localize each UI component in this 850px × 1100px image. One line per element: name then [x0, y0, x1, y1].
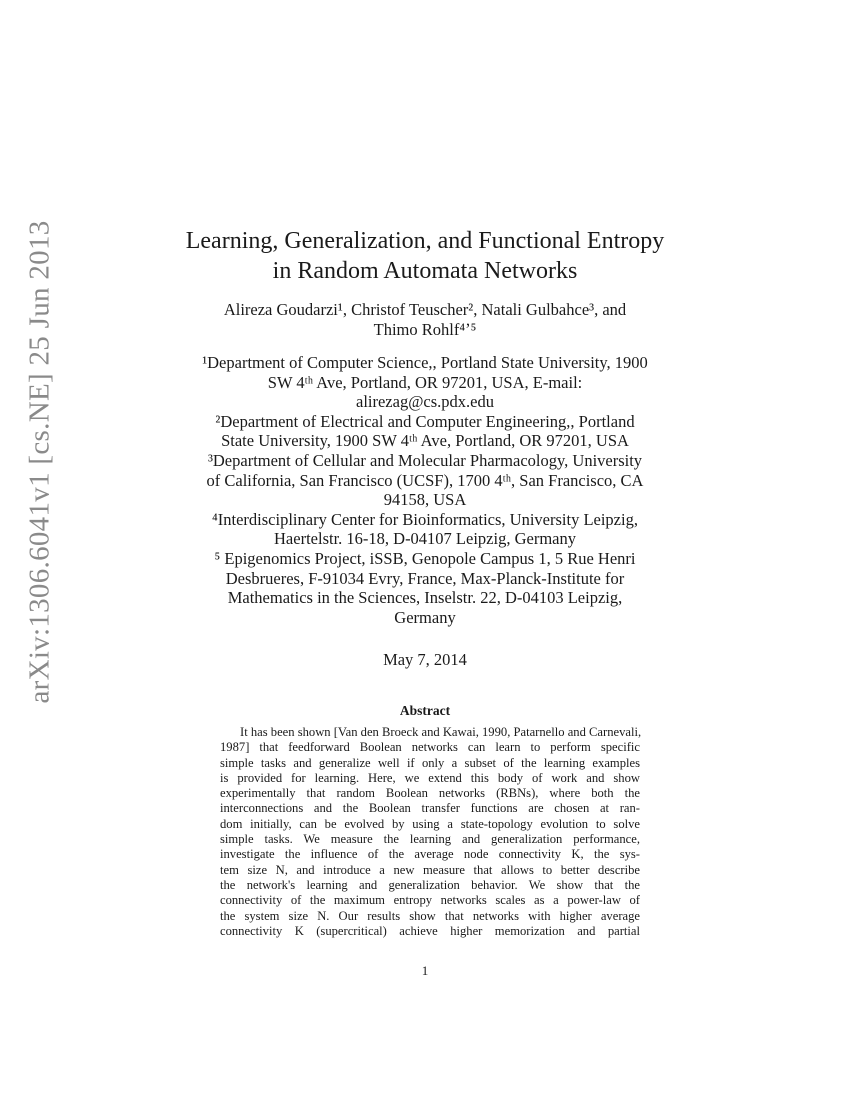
affiliation-line: Germany: [394, 607, 456, 627]
author-list: [150, 300, 700, 340]
abstract-line: connectivity K (supercritical) achieve higher memorization and partial: [220, 923, 640, 938]
abstract-line: interconnections and the Boolean transfer functions are chosen at ran-: [220, 801, 640, 816]
abstract-line: experimentally that random Boolean networks (RBNs), where both the: [220, 786, 640, 801]
paper-title: [150, 226, 700, 286]
affiliation-line: ⁴Interdisciplinary Center for Bioinformatics, University Leipzig,: [212, 509, 638, 529]
abstract-heading: Abstract: [399, 703, 451, 718]
affiliation-line: ²Department of Electrical and Computer Engineering,, Portland: [215, 411, 635, 431]
affiliation-line: Mathematics in the Sciences, Inselstr. 22, D-04103 Leipzig,: [227, 588, 623, 608]
affiliation-line: ¹Department of Computer Science,, Portland State University, 1900: [202, 353, 648, 372]
affiliation-line: ³Department of Cellular and Molecular Pharmacology, University: [207, 450, 643, 470]
abstract-line: 1987] that feedforward Boolean networks can learn to perform specific: [220, 740, 640, 755]
abstract-line: simple tasks and generalize well if only a subset of the learning examples: [220, 755, 640, 770]
affiliation-line: Haertelstr. 16-18, D-04107 Leipzig, Germany: [274, 529, 576, 549]
affiliation-email: alirezag@cs.pdx.edu: [356, 392, 494, 412]
abstract-line: connectivity of the maximum entropy networks scales as a power-law of: [220, 893, 640, 908]
page-number: 1: [421, 963, 429, 978]
abstract-body: [220, 725, 640, 939]
affiliation-line: State University, 1900 SW 4ᵗʰ Ave, Portland, OR 97201, USA: [221, 431, 629, 451]
affiliations: [150, 353, 700, 627]
affiliation-line: of California, San Francisco (UCSF), 1700 4ᵗʰ, San Francisco, CA: [206, 470, 644, 490]
paper-date: May 7, 2014: [383, 650, 467, 669]
title-line-2: in Random Automata Networks: [272, 258, 578, 284]
authors-line-1: Alireza Goudarzi¹, Christof Teuscher², Natali Gulbahce³, and: [223, 300, 627, 319]
abstract-line: the network's learning and generalization behavior. We show that the: [220, 877, 640, 892]
authors-line-2: Thimo Rohlf⁴ʼ⁵: [373, 320, 477, 339]
abstract-line: investigate the influence of the average node connectivity K, the sys-: [220, 847, 640, 862]
arxiv-id: arXiv:1306.6041v1 [cs.NE] 25 Jun 2013: [23, 220, 56, 704]
affiliation-line: Desbrueres, F-91034 Evry, France, Max-Planck-Institute for: [225, 568, 625, 588]
affiliation-line: SW 4ᵗʰ Ave, Portland, OR 97201, USA, E-mail:: [267, 372, 583, 392]
abstract-line: It has been shown [Van den Broeck and Kawai, 1990, Patarnello and Carnevali,: [240, 725, 642, 739]
abstract-line: tem size N, and introduce a new measure that allows to better describe: [220, 862, 640, 877]
title-line-1: Learning, Generalization, and Functional Entropy: [185, 228, 665, 254]
abstract-line: the system size N. Our results show that networks with higher average: [220, 908, 640, 923]
affiliation-line: 94158, USA: [383, 490, 467, 510]
abstract-line: simple tasks. We measure the learning and generalization performance,: [220, 832, 640, 847]
abstract-line: dom initially, can be evolved by using a state-topology evolution to solve: [220, 816, 640, 831]
affiliation-line: ⁵ Epigenomics Project, iSSB, Genopole Campus 1, 5 Rue Henri: [214, 548, 636, 568]
abstract-line: is provided for learning. Here, we extend this body of work and show: [220, 770, 640, 785]
